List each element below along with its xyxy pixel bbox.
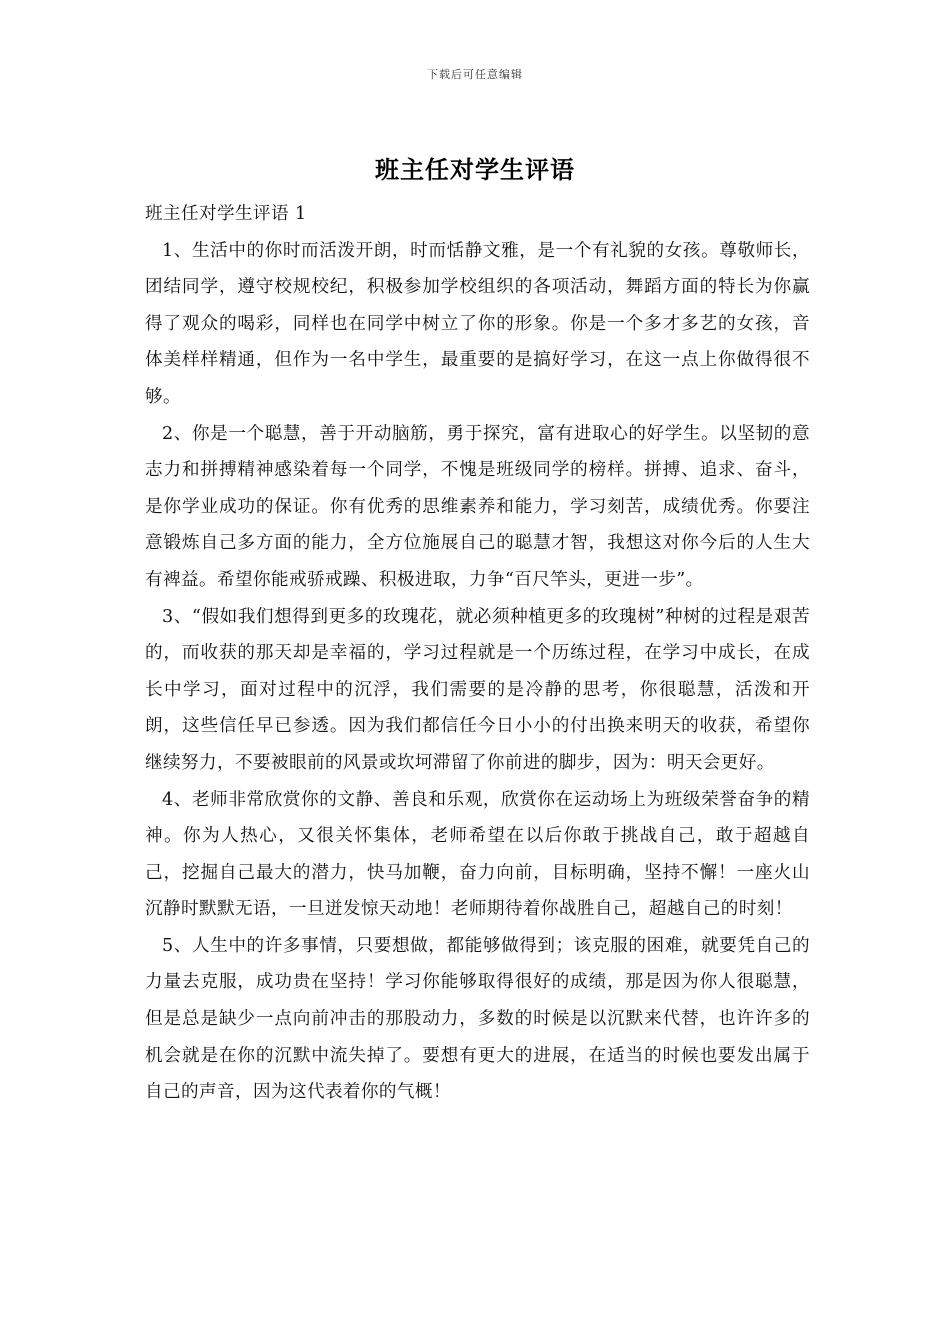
section-subheading: 班主任对学生评语 1 <box>145 204 307 224</box>
paragraph-2: 2、你是一个聪慧，善于开动脑筋，勇于探究，富有进取心的好学生。以坚韧的意志力和拼搏精神感染着每一个同学，不愧是班级同学的榜样。拼搏、追求、奋斗，是你学业成功的保证。你有优秀的思维素养和能力，学习刻苦，成绩优秀。你要注意锻炼自己多方面的能力，全方位施展自己的聪慧才智，我想这对你今后的人生大有裨益。希望你能戒骄戒躁、积极进取，力争“百尺竿头，更进一步”。 <box>145 423 810 590</box>
paragraph-3: 3、“假如我们想得到更多的玫瑰花，就必须种植更多的玫瑰树”种树的过程是艰苦的，而收获的那天却是幸福的，学习过程就是一个历练过程，在学习中成长，在成长中学习，面对过程中的沉浮，我们需要的是冷静的思考，你很聪慧，活泼和开朗，这些信任早已参透。因为我们都信任今日小小的付出换来明天的收获，希望你继续努力，不要被眼前的风景或坎坷滞留了你前进的脚步，因为：明天会更好。 <box>145 606 810 773</box>
document-body <box>145 196 810 1111</box>
document-title: 班主任对学生评语 <box>375 155 575 184</box>
paragraph-5: 5、人生中的许多事情，只要想做，都能够做得到；该克服的困难，就要凭自己的力量去克服，成功贵在坚持！学习你能够取得很好的成绩，那是因为你人很聪慧，但是总是缺少一点向前冲击的那股动力，多数的时候是以沉默来代替，也许许多的机会就是在你的沉默中流失掉了。要想有更大的进展，在适当的时候也要发出属于自己的声音，因为这代表着你的气概！ <box>145 935 810 1103</box>
header-note: 下载后可任意编辑 <box>427 68 523 81</box>
paragraph-1: 1、生活中的你时而活泼开朗，时而恬静文雅，是一个有礼貌的女孩。尊敬师长，团结同学，遵守校规校纪，积极参加学校组织的各项活动，舞蹈方面的特长为你赢得了观众的喝彩，同样也在同学中树立了你的形象。你是一个多才多艺的女孩，音体美样样精通，但作为一名中学生，最重要的是搞好学习，在这一点上你做得很不够。 <box>145 240 810 407</box>
paragraph-4: 4、老师非常欣赏你的文静、善良和乐观，欣赏你在运动场上为班级荣誉奋争的精神。你为人热心，又很关怀集体，老师希望在以后你敢于挑战自己，敢于超越自己，挖掘自己最大的潜力，快马加鞭，奋力向前，目标明确，坚持不懈！一座火山沉静时默默无语，一旦迸发惊天动地！老师期待着你战胜自己，超越自己的时刻！ <box>145 789 810 920</box>
